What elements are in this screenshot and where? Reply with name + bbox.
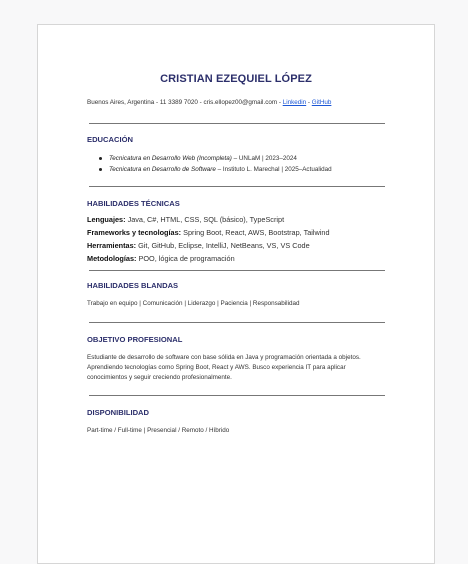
degree-name: Tecnicatura en Desarrollo de Software: [109, 166, 216, 173]
list-item: [96, 164, 332, 175]
soft-skills-text: Trabajo en equipo | Comunicación | Liderazgo | Paciencia | Responsabilidad: [87, 300, 300, 307]
skill-row: [87, 226, 330, 239]
soft-skills-heading: HABILIDADES BLANDAS: [87, 281, 179, 290]
separator: -: [197, 99, 204, 106]
separator: -: [306, 99, 312, 106]
phone-text: 11 3389 7020: [159, 99, 198, 106]
separator: -: [154, 99, 160, 106]
degree-name: Tecnicatura en Desarrollo Web (Incompleta): [109, 155, 232, 162]
availability-heading: DISPONIBILIDAD: [87, 408, 150, 417]
skill-value: Java, C#, HTML, CSS, SQL (básico), TypeScript: [127, 215, 285, 224]
skill-label: Herramientas:: [87, 241, 137, 250]
separator: -: [277, 99, 283, 106]
document-page: [37, 24, 435, 564]
technical-skills-list: [87, 213, 330, 265]
section-divider: [89, 322, 385, 323]
skill-row: [87, 213, 330, 226]
skill-row: [87, 252, 330, 265]
location-text: Buenos Aires, Argentina: [87, 99, 155, 106]
skill-value: Git, GitHub, Eclipse, IntelliJ, NetBeans, VS, VS Code: [138, 241, 310, 250]
contact-line: [87, 99, 331, 106]
github-link[interactable]: GitHub: [311, 99, 332, 106]
technical-skills-heading: HABILIDADES TÉCNICAS: [87, 199, 180, 208]
degree-details: – Instituto L. Marechal | 2025–Actualidad: [217, 166, 332, 173]
section-divider: [89, 123, 385, 124]
skill-value: Spring Boot, React, AWS, Bootstrap, Tailwind: [183, 228, 330, 237]
degree-details: – UNLaM | 2023–2024: [233, 155, 297, 162]
skill-label: Lenguajes:: [87, 215, 126, 224]
page-title: CRISTIAN EZEQUIEL LÓPEZ: [160, 73, 312, 85]
skill-value: POO, lógica de programación: [138, 254, 235, 263]
section-divider: [89, 270, 385, 271]
list-item: [96, 153, 332, 164]
education-heading: EDUCACIÓN: [87, 135, 133, 144]
availability-text: Part-time / Full-time | Presencial / Remoto / Híbrido: [87, 427, 230, 434]
section-divider: [89, 186, 385, 187]
objective-heading: OBJETIVO PROFESIONAL: [87, 335, 183, 344]
skill-row: [87, 239, 330, 252]
email-text: cris.ellopez00@gmail.com: [203, 99, 278, 106]
skill-label: Metodologías:: [87, 254, 137, 263]
skill-label: Frameworks y tecnologías:: [87, 228, 182, 237]
objective-text: Estudiante de desarrollo de software con base sólida en Java y programación orientada a objetos. Aprendiendo tecnologías como Spring Boot, React y AWS. Busco experiencia IT para aplicar conocimientos y seguir creciendo profesionalmente.: [87, 354, 361, 381]
section-divider: [89, 395, 385, 396]
linkedin-link[interactable]: Linkedin: [282, 99, 307, 106]
education-list: [96, 153, 332, 175]
